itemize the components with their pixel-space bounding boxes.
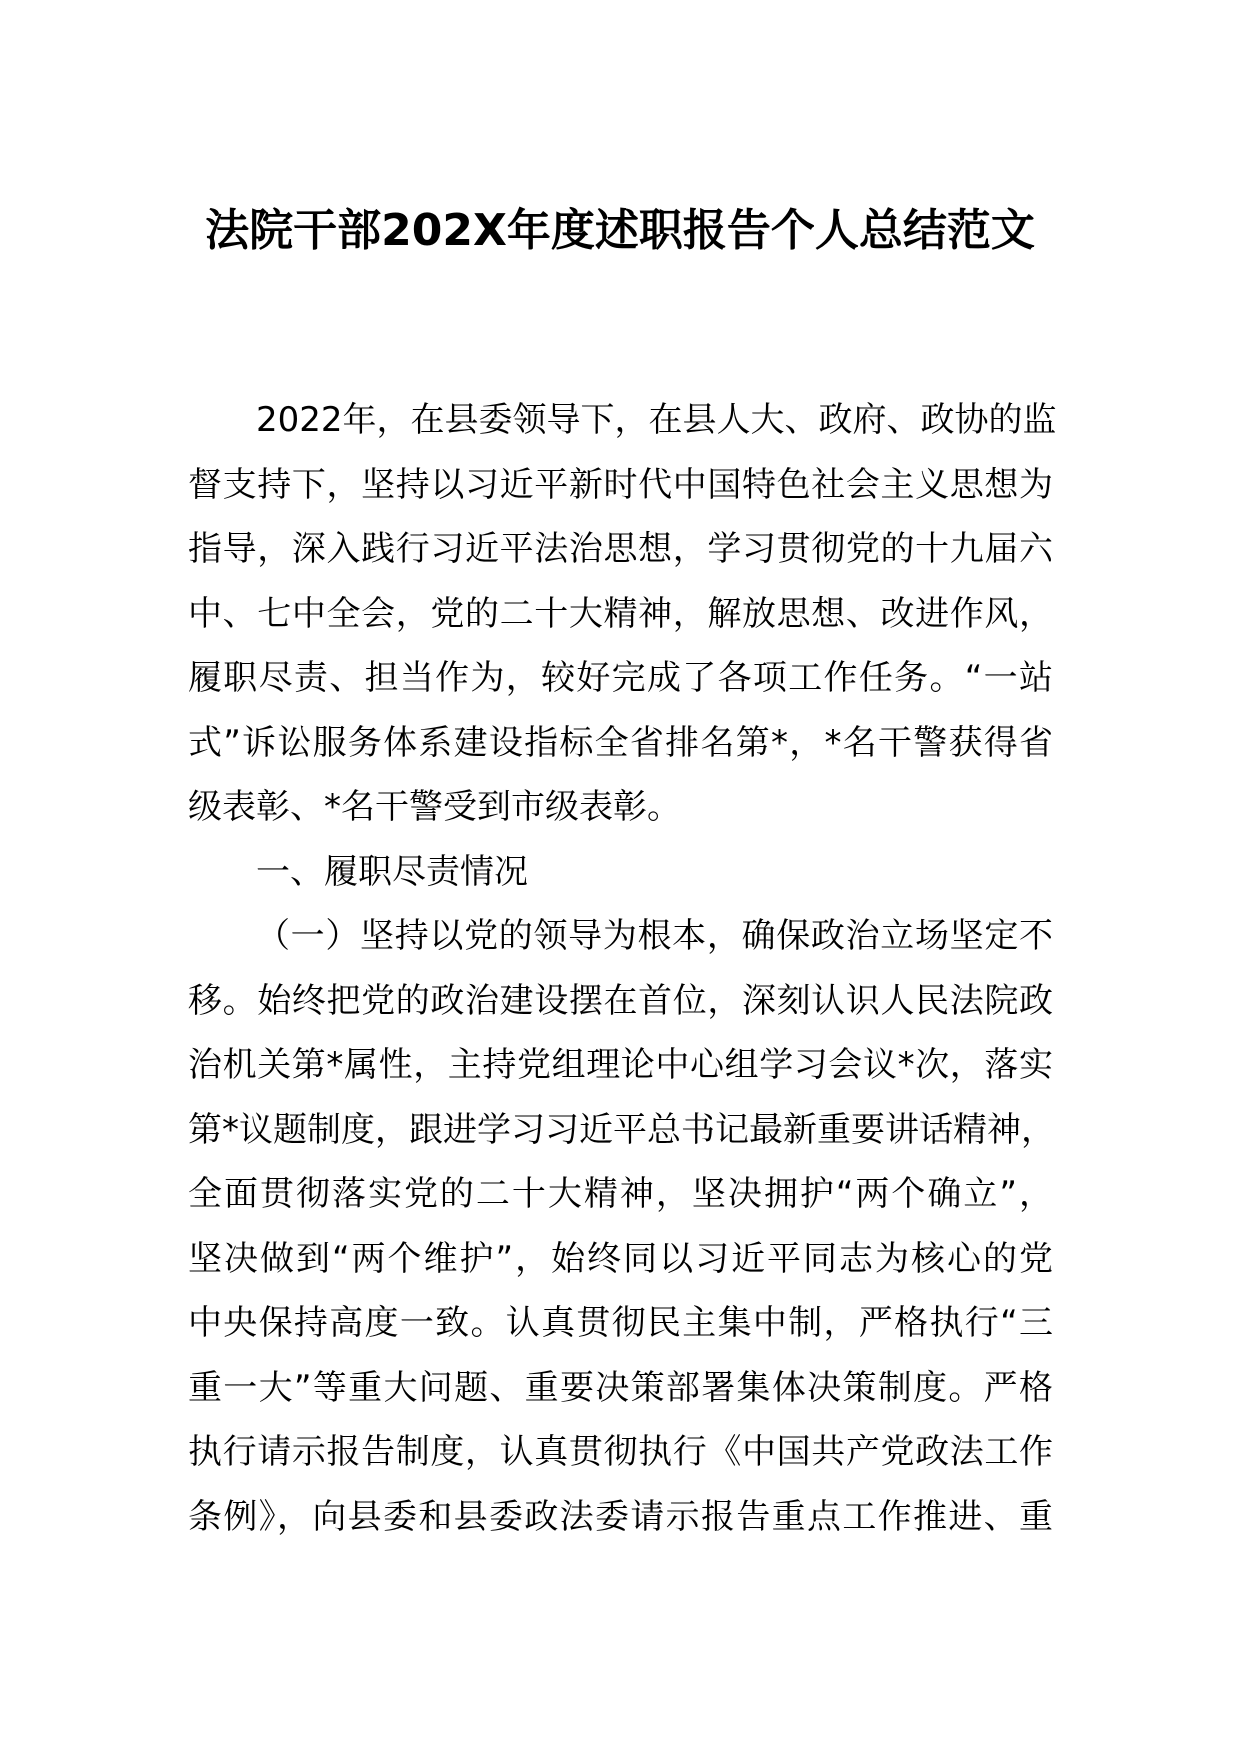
paragraph-line: 坚决做到“两个维护”，始终同以习近平同志为核心的党 [188,1238,1053,1279]
document-body [188,388,1057,1549]
paragraph-line: 2022年，在县委领导下，在县人大、政府、政协的监 [256,400,1057,440]
paragraph-line: 级表彰、*名干警受到市级表彰。 [188,787,681,827]
paragraph-line: 治机关第*属性，主持党组理论中心组学习会议*次，落实 [188,1045,1053,1085]
document-title: 法院干部202X年度述职报告个人总结范文 [205,205,1035,256]
paragraph-line: 中央保持高度一致。认真贯彻民主集中制，严格执行“三 [188,1303,1053,1343]
paragraph-line: 全面贯彻落实党的二十大精神，坚决拥护“两个确立”， [188,1174,1053,1214]
paragraph-line: 履职尽责、担当作为，较好完成了各项工作任务。“一站 [188,658,1053,698]
section-heading: 一、履职尽责情况 [256,851,528,892]
paragraph-line: （一）坚持以党的领导为根本，确保政治立场坚定不 [256,916,1053,956]
paragraph-line: 中、七中全会，党的二十大精神，解放思想、改进作风， [188,593,1053,634]
paragraph-line: 指导，深入践行习近平法治思想，学习贯彻党的十九届六 [188,529,1053,569]
paragraph-line: 督支持下，坚持以习近平新时代中国特色社会主义思想为 [188,464,1053,505]
paragraph-line: 式”诉讼服务体系建设指标全省排名第*，*名干警获得省 [188,722,1053,763]
paragraph-line: 执行请示报告制度，认真贯彻执行《中国共产党政法工作 [188,1432,1053,1472]
paragraph-line: 重一大”等重大问题、重要决策部署集体决策制度。严格 [188,1367,1053,1408]
paragraph-line: 第*议题制度，跟进学习习近平总书记最新重要讲话精神， [188,1109,1055,1150]
paragraph-line: 移。始终把党的政治建设摆在首位，深刻认识人民法院政 [188,980,1053,1021]
paragraph-line: 条例》，向县委和县委政法委请示报告重点工作推进、重 [188,1496,1053,1537]
